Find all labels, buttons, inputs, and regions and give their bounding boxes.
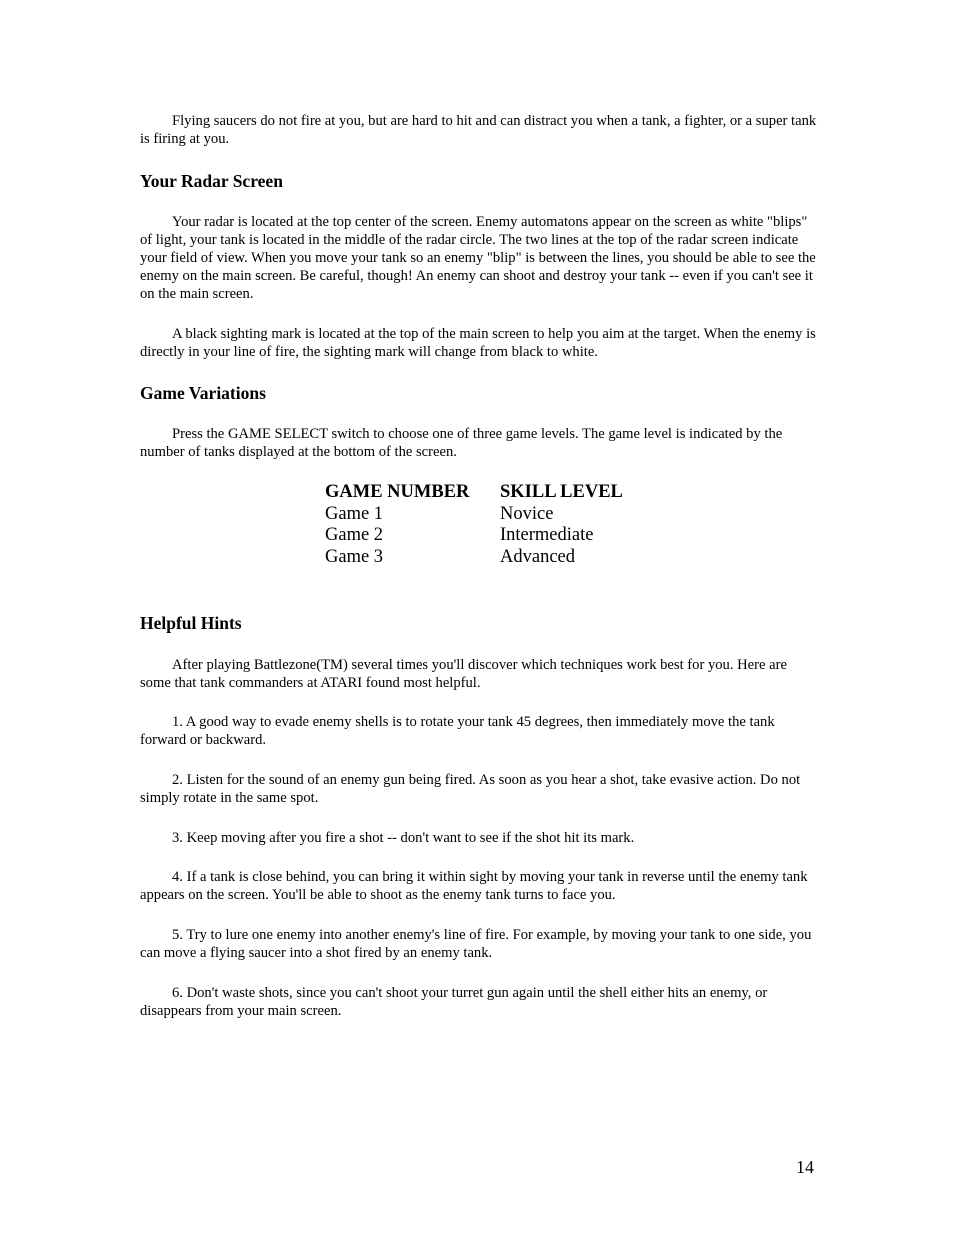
table-row — [325, 525, 623, 547]
table-row — [325, 504, 623, 526]
skill-level-cell: Advanced — [500, 546, 575, 567]
game-number-cell: Game 1 — [325, 503, 384, 524]
page-number: 14 — [796, 1157, 814, 1177]
table-row — [325, 547, 623, 569]
heading-radar-screen: Your Radar Screen — [140, 171, 283, 191]
paragraph-hint-5: 5. Try to lure one enemy into another enemy's line of fire. For example, by moving your tank to one side, you can move a flying saucer into a shot fired by an enemy tank. — [140, 927, 812, 961]
column-header-game-number: GAME NUMBER — [325, 482, 470, 502]
paragraph-hint-3: 3. Keep moving after you fire a shot -- don't want to see if the shot hit its mark. — [172, 830, 635, 846]
paragraph-sighting-mark: A black sighting mark is located at the top of the main screen to help you aim at the target. When the enemy is directly in your line of fire, the sighting mark will change from black to white. — [140, 326, 816, 360]
column-header-skill-level: SKILL LEVEL — [500, 482, 623, 502]
paragraph-hint-6: 6. Don't waste shots, since you can't shoot your turret gun again until the shell either hits an enemy, or disappears from your main screen. — [140, 985, 768, 1019]
game-level-table — [325, 482, 623, 568]
paragraph-radar-location: Your radar is located at the top center of the screen. Enemy automatons appear on the screen as white "blips" of light, your tank is located in the middle of the radar circle. The two lines at the top of the radar screen indicate your field of view. When you move your tank so an enemy "blip" is between the lines, you should be able to see the enemy on the main screen. Be careful, though! An enemy can shoot and destroy your tank -- even if you can't see it on the main screen. — [140, 214, 816, 302]
paragraph-hints-intro: After playing Battlezone(TM) several times you'll discover which techniques work best for you. Here are some that tank commanders at ATARI found most helpful. — [140, 657, 787, 691]
table-header-row — [325, 482, 623, 504]
paragraph-flying-saucers: Flying saucers do not fire at you, but are hard to hit and can distract you when a tank, a fighter, or a super tank is firing at you. — [140, 113, 817, 147]
paragraph-hint-2: 2. Listen for the sound of an enemy gun being fired. As soon as you hear a shot, take evasive action. Do not simply rotate in the same spot. — [140, 772, 801, 806]
skill-level-cell: Novice — [500, 503, 554, 524]
paragraph-game-select: Press the GAME SELECT switch to choose one of three game levels. The game level is indicated by the number of tanks displayed at the bottom of the screen. — [140, 426, 783, 460]
game-number-cell: Game 2 — [325, 525, 384, 545]
game-number-cell: Game 3 — [325, 546, 384, 567]
paragraph-hint-1: 1. A good way to evade enemy shells is to rotate your tank 45 degrees, then immediately move the tank forward or backward. — [140, 714, 775, 748]
paragraph-hint-4: 4. If a tank is close behind, you can bring it within sight by moving your tank in reverse until the enemy tank appears on the screen. You'll be able to shoot as the enemy tank turns to face you. — [140, 869, 808, 903]
skill-level-cell: Intermediate — [500, 525, 594, 545]
heading-helpful-hints: Helpful Hints — [140, 613, 242, 633]
heading-game-variations: Game Variations — [140, 383, 266, 403]
